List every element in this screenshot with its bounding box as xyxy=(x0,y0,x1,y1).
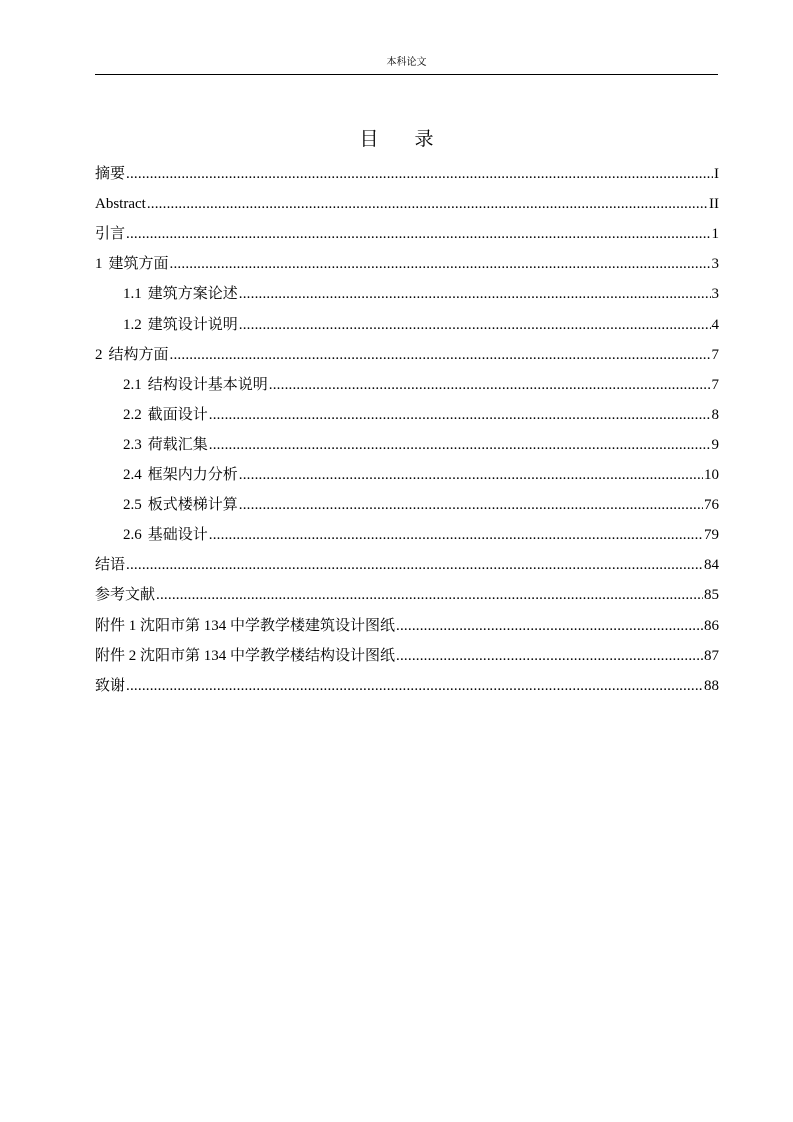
toc-entry-label: 附件 2 沈阳市第 134 中学教学楼结构设计图纸 xyxy=(95,647,396,664)
toc-title-char-2: 录 xyxy=(414,128,434,150)
toc-entry-section-2-4[interactable] xyxy=(95,460,719,490)
dot-leader xyxy=(209,400,711,430)
toc-entry-page: 88 xyxy=(704,677,719,694)
toc-entry-page: 3 xyxy=(711,286,719,303)
toc-entry-page: 87 xyxy=(704,647,719,664)
dot-leader xyxy=(147,189,708,219)
toc-entry-section-2-3[interactable] xyxy=(95,430,719,460)
dot-leader xyxy=(396,641,703,671)
toc-entry-section-1-2[interactable] xyxy=(95,309,719,339)
dot-leader xyxy=(239,460,703,490)
toc-entry-label: 1.1 建筑方案论述 xyxy=(123,286,238,303)
toc-entry-page: 7 xyxy=(711,376,719,393)
toc-entry-section-2-1[interactable] xyxy=(95,370,719,400)
toc-entry-acknowledgements[interactable] xyxy=(95,671,719,701)
toc-entry-page: 8 xyxy=(711,406,719,423)
toc-entry-appendix-2[interactable] xyxy=(95,641,719,671)
toc-entry-page: 4 xyxy=(711,316,719,333)
toc-entry-page: 84 xyxy=(704,557,719,574)
dot-leader xyxy=(156,580,703,610)
dot-leader xyxy=(126,159,713,189)
toc-entry-abstract-en[interactable] xyxy=(95,189,719,219)
dot-leader xyxy=(209,430,711,460)
dot-leader xyxy=(126,550,703,580)
toc-entry-label: 参考文献 xyxy=(95,587,156,604)
dot-leader xyxy=(209,520,703,550)
toc-entry-label: 2.1 结构设计基本说明 xyxy=(123,376,268,393)
dot-leader xyxy=(126,671,703,701)
toc-entry-label: 2 结构方面 xyxy=(95,346,169,363)
toc-entry-page: II xyxy=(709,196,719,213)
dot-leader xyxy=(170,249,711,279)
dot-leader xyxy=(239,490,703,520)
dot-leader xyxy=(126,219,710,249)
toc-entry-page: 79 xyxy=(704,527,719,544)
dot-leader xyxy=(396,611,703,641)
toc-entry-label: 摘要 xyxy=(95,166,126,183)
toc-entry-section-2-6[interactable] xyxy=(95,520,719,550)
dot-leader xyxy=(269,370,711,400)
dot-leader xyxy=(170,340,711,370)
toc-entry-page: 86 xyxy=(704,617,719,634)
table-of-contents xyxy=(95,159,719,701)
toc-entry-chapter-1[interactable] xyxy=(95,249,719,279)
toc-entry-conclusion[interactable] xyxy=(95,550,719,580)
toc-entry-page: 10 xyxy=(704,467,719,484)
page-header: 本科论文 xyxy=(95,54,718,75)
toc-entry-section-2-2[interactable] xyxy=(95,400,719,430)
toc-entry-page: 85 xyxy=(704,587,719,604)
toc-entry-page: 76 xyxy=(704,497,719,514)
toc-entry-label: 2.6 基础设计 xyxy=(123,527,208,544)
toc-entry-abstract-cn[interactable] xyxy=(95,159,719,189)
toc-entry-label: 附件 1 沈阳市第 134 中学教学楼建筑设计图纸 xyxy=(95,617,396,634)
toc-entry-page: 1 xyxy=(711,226,719,243)
toc-entry-label: 2.5 板式楼梯计算 xyxy=(123,497,238,514)
toc-entry-page: 9 xyxy=(711,436,719,453)
toc-entry-appendix-1[interactable] xyxy=(95,610,719,640)
toc-title-char-1: 目 xyxy=(359,128,379,150)
toc-entry-label: Abstract xyxy=(95,196,146,213)
toc-entry-label: 结语 xyxy=(95,557,126,574)
toc-entry-introduction[interactable] xyxy=(95,219,719,249)
toc-entry-section-2-5[interactable] xyxy=(95,490,719,520)
toc-entry-references[interactable] xyxy=(95,580,719,610)
toc-entry-label: 2.4 框架内力分析 xyxy=(123,467,238,484)
toc-entry-page: I xyxy=(714,166,719,183)
toc-entry-label: 2.3 荷载汇集 xyxy=(123,436,208,453)
toc-entry-label: 1 建筑方面 xyxy=(95,256,169,273)
dot-leader xyxy=(239,279,711,309)
toc-entry-label: 致谢 xyxy=(95,677,126,694)
toc-entry-page: 3 xyxy=(711,256,719,273)
toc-entry-chapter-2[interactable] xyxy=(95,340,719,370)
dot-leader xyxy=(239,310,711,340)
toc-entry-section-1-1[interactable] xyxy=(95,279,719,309)
toc-entry-label: 2.2 截面设计 xyxy=(123,406,208,423)
toc-title xyxy=(0,127,793,151)
toc-entry-label: 引言 xyxy=(95,226,126,243)
toc-entry-label: 1.2 建筑设计说明 xyxy=(123,316,238,333)
toc-entry-page: 7 xyxy=(711,346,719,363)
